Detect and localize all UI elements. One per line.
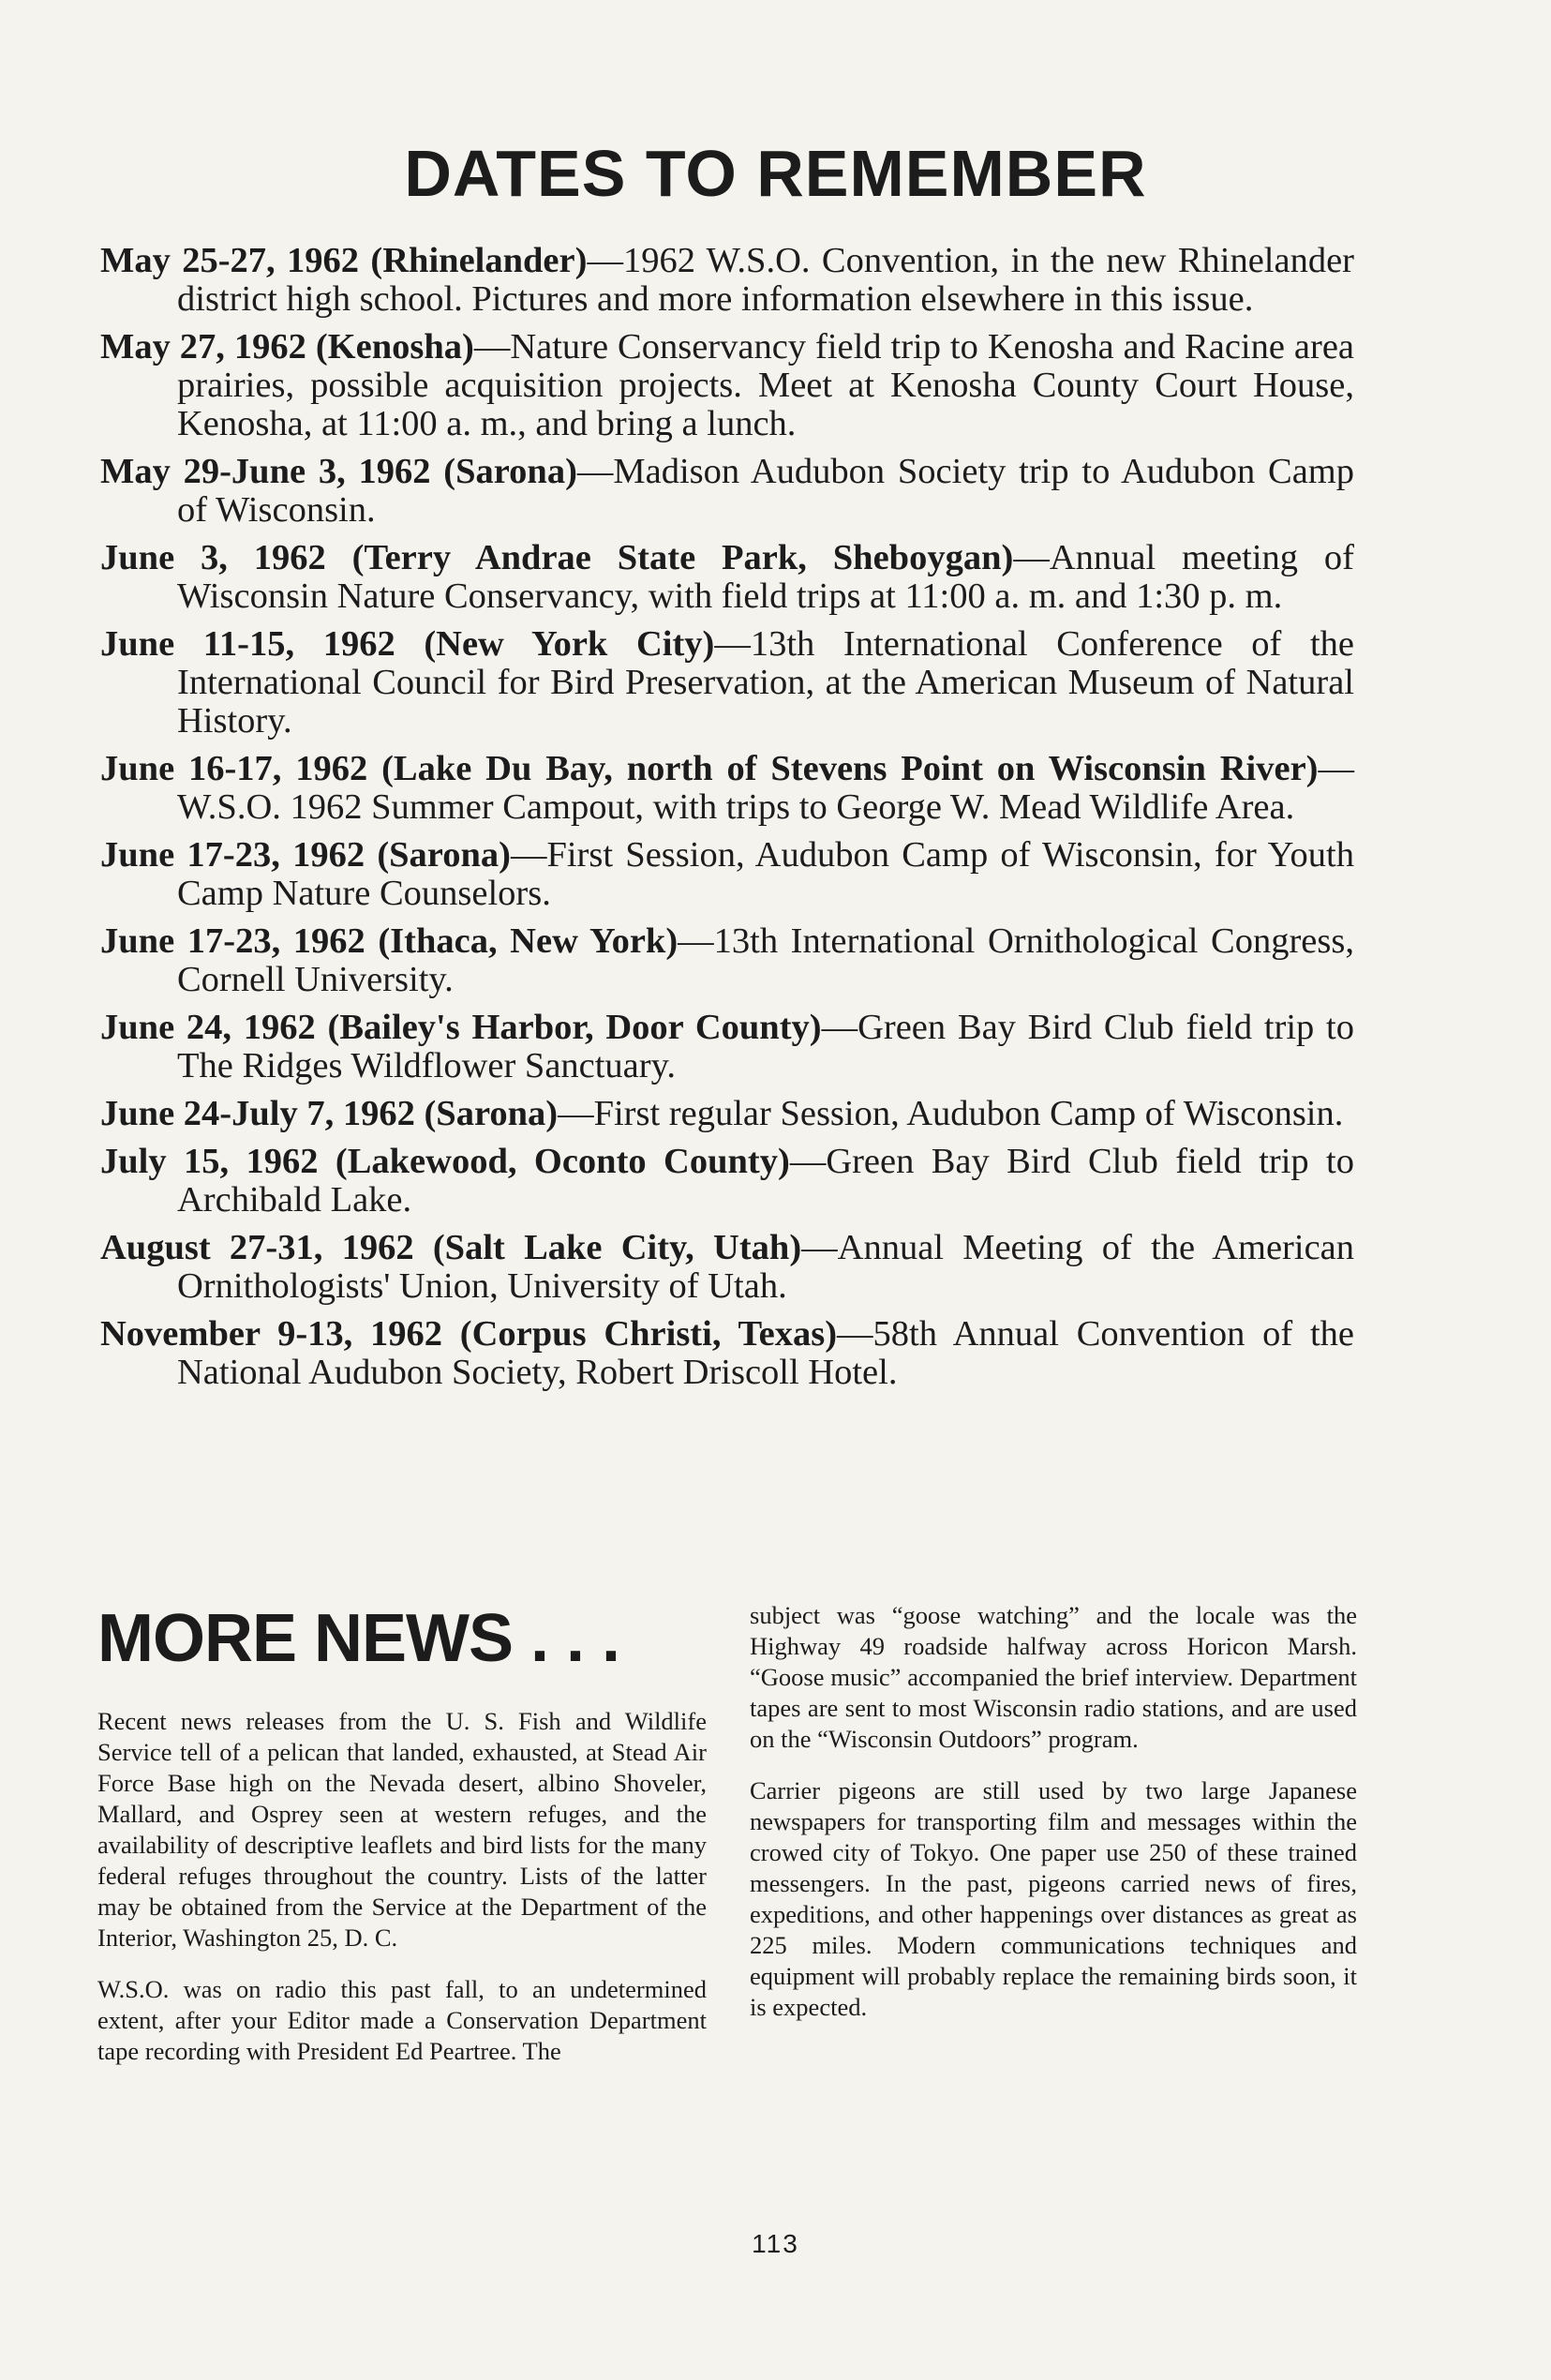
- event-description: —Green Bay Bird Club field trip to Archibald Lake.: [177, 1142, 1354, 1220]
- event-description: —First regular Session, Audubon Camp of Wisconsin.: [558, 1094, 1344, 1133]
- event-date-place: June 24-July 7, 1962 (Sarona): [100, 1094, 559, 1133]
- news-paragraph: Carrier pigeons are still used by two large Japanese newspapers for transporting film and messages within the crowed city of Tokyo. One paper use 250 of these trained messengers. In the past, pigeons carried news of fires, expeditions, and other happenings over distances as great as 225 miles. Modern communications techniques and equipment will probably replace the remaining birds soon, it is expected.: [750, 1776, 1357, 2021]
- events-list: [100, 242, 1354, 1401]
- event-entry: [100, 1143, 1354, 1220]
- event-description: —Annual Meeting of the American Ornithologists' Union, University of Utah.: [177, 1228, 1355, 1306]
- page-title: DATES TO REMEMBER: [404, 137, 1147, 210]
- event-entry: [100, 328, 1354, 443]
- event-entry: [100, 922, 1354, 999]
- event-entry: [100, 539, 1354, 616]
- news-paragraph: W.S.O. was on radio this past fall, to an undetermined extent, after your Editor made a Conservation Department tape recording with President Ed Peartree. The: [97, 1975, 707, 2065]
- event-date-place: August 27-31, 1962 (Salt Lake City, Utah): [100, 1228, 802, 1267]
- event-entry: [100, 625, 1354, 741]
- event-entry: [100, 836, 1354, 913]
- event-description: —13th International Ornithological Congress, Cornell University.: [177, 921, 1354, 999]
- event-date-place: June 3, 1962 (Terry Andrae State Park, Sheboygan): [100, 538, 1014, 577]
- event-date-place: May 25-27, 1962 (Rhinelander): [100, 241, 588, 280]
- event-date-place: July 15, 1962 (Lakewood, Oconto County): [100, 1142, 790, 1181]
- event-entry: [100, 242, 1354, 319]
- event-description: —Madison Audubon Society trip to Audubon Camp of Wisconsin.: [177, 452, 1355, 530]
- event-entry: [100, 453, 1354, 530]
- event-date-place: June 11-15, 1962 (New York City): [100, 624, 715, 664]
- event-entry: [100, 750, 1354, 827]
- news-paragraph: subject was “goose watching” and the locale was the Highway 49 roadside halfway across Horicon Marsh. “Goose music” accompanied the brief interview. Department tapes are sent to most Wisconsin radio stations, and are used on the “Wisconsin Outdoors” program.: [750, 1601, 1357, 1753]
- event-description: —Green Bay Bird Club field trip to The Ridges Wildflower Sanctuary.: [177, 1008, 1354, 1085]
- event-date-place: May 29-June 3, 1962 (Sarona): [100, 452, 577, 491]
- news-column-left: [97, 1706, 707, 2088]
- event-date-place: June 16-17, 1962 (Lake Du Bay, north of Stevens Point on Wisconsin River): [100, 749, 1319, 788]
- event-description: —1962 W.S.O. Convention, in the new Rhinelander district high school. Pictures and more information elsewhere in this issue.: [177, 241, 1354, 319]
- event-date-place: June 17-23, 1962 (Sarona): [100, 835, 511, 875]
- event-date-place: November 9-13, 1962 (Corpus Christi, Texas): [100, 1314, 838, 1354]
- event-entry: [100, 1229, 1354, 1306]
- event-description: —Annual meeting of Wisconsin Nature Conservancy, with field trips at 11:00 a. m. and 1:30 p. m.: [177, 538, 1354, 616]
- event-entry: [100, 1095, 1354, 1133]
- event-date-place: June 17-23, 1962 (Ithaca, New York): [100, 921, 679, 961]
- more-news-heading: MORE NEWS . . .: [97, 1601, 620, 1676]
- event-date-place: May 27, 1962 (Kenosha): [100, 327, 474, 367]
- event-description: —13th International Conference of the International Council for Bird Preservation, at the American Museum of Natural History.: [177, 624, 1355, 741]
- page-number: 113: [752, 2229, 799, 2258]
- news-paragraph: Recent news releases from the U. S. Fish and Wildlife Service tell of a pelican that landed, exhausted, at Stead Air Force Base high on the Nevada desert, albino Shoveler, Mallard, and Osprey seen at western refuges, and the availability of descriptive leaflets and bird lists for the many federal refuges throughout the country. Lists of the latter may be obtained from the Service at the Department of the Interior, Washington 25, D. C.: [97, 1707, 707, 1952]
- event-description: —W.S.O. 1962 Summer Campout, with trips to George W. Mead Wildlife Area.: [177, 749, 1354, 827]
- event-date-place: June 24, 1962 (Bailey's Harbor, Door County): [100, 1008, 822, 1047]
- event-entry: [100, 1009, 1354, 1085]
- news-column-right: [750, 1600, 1357, 2043]
- event-description: —Nature Conservancy field trip to Kenosha and Racine area prairies, possible acquisition projects. Meet at Kenosha County Court House, Kenosha, at 11:00 a. m., and bring a lunch.: [177, 327, 1354, 443]
- event-description: —58th Annual Convention of the National Audubon Society, Robert Driscoll Hotel.: [177, 1314, 1354, 1392]
- event-description: —First Session, Audubon Camp of Wisconsin, for Youth Camp Nature Counselors.: [177, 835, 1354, 913]
- event-entry: [100, 1315, 1354, 1392]
